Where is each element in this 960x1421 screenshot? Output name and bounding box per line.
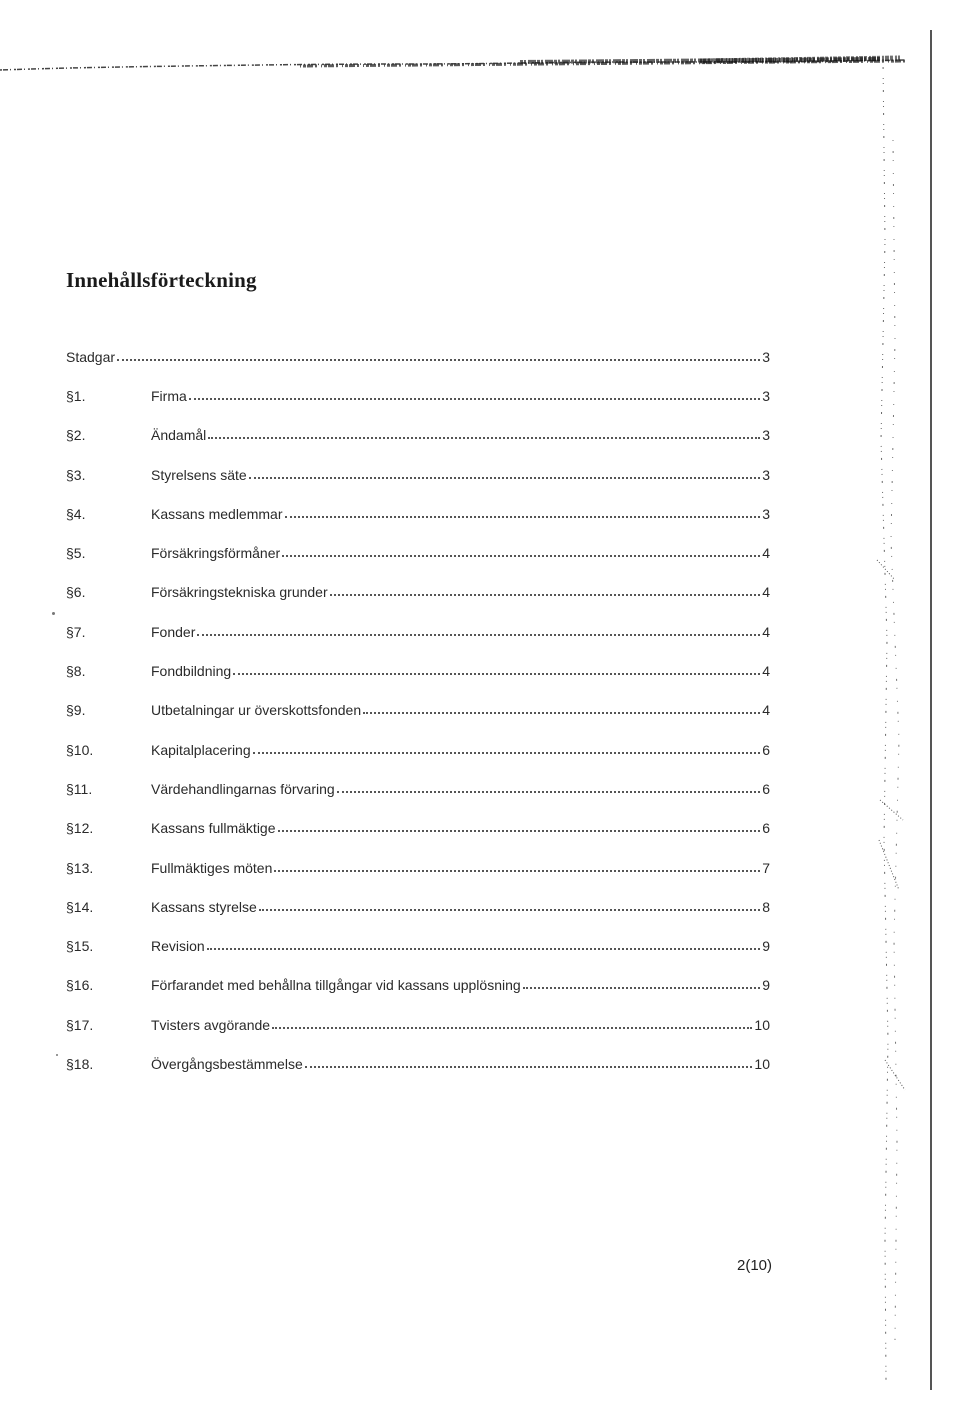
- toc-entry-label: Ändamål: [151, 427, 207, 444]
- toc-entry[interactable]: [66, 418, 770, 443]
- toc-entry-number: §15.: [66, 938, 94, 955]
- toc-entry-number: §12.: [66, 820, 94, 837]
- toc-leader-dots: [282, 554, 760, 557]
- toc-entry[interactable]: [66, 1047, 770, 1072]
- toc-entry-number: §1.: [66, 388, 86, 404]
- toc-entry-label: Övergångsbestämmelse: [151, 1056, 303, 1073]
- page-title: Innehållsförteckning: [66, 268, 257, 292]
- toc-entry-label: Försäkringsförmåner: [151, 545, 281, 562]
- toc-leader-dots: [285, 515, 761, 518]
- toc-entry-label: Fullmäktiges möten: [151, 859, 273, 876]
- toc-entry-page: 4: [762, 623, 770, 640]
- toc-entry-label: Revision: [151, 938, 205, 955]
- toc-entry[interactable]: [66, 890, 770, 915]
- toc-entry-label: Försäkringstekniska grunder: [151, 584, 328, 601]
- table-of-contents: [66, 338, 770, 1086]
- toc-entry-page: 4: [762, 663, 770, 680]
- toc-entry-page: 3: [762, 466, 770, 483]
- toc-entry-label: Tvisters avgörande: [151, 1016, 271, 1033]
- scan-speck: [52, 612, 55, 615]
- toc-entry[interactable]: [66, 654, 770, 679]
- scan-noise-right: [855, 40, 925, 1380]
- toc-entry-label: Fondbildning: [151, 663, 232, 680]
- toc-entry-number: §3.: [66, 466, 86, 483]
- toc-entry-page: 4: [762, 545, 770, 562]
- toc-leader-dots: [249, 476, 760, 479]
- toc-entry-page: 6: [762, 780, 770, 797]
- toc-entry-page: 3: [762, 388, 770, 404]
- toc-leader-dots: [272, 1026, 752, 1029]
- toc-entry-number: §4.: [66, 505, 86, 522]
- toc-entry-number: §18.: [66, 1056, 94, 1073]
- toc-entry-label: Styrelsens säte: [151, 466, 247, 483]
- toc-entry[interactable]: [66, 575, 770, 600]
- toc-entry-label: Stadgar: [66, 349, 116, 365]
- toc-entry-label: Utbetalningar ur överskottsfonden: [151, 702, 362, 719]
- toc-entry-page: 3: [762, 349, 770, 365]
- toc-entry-number: §2.: [66, 427, 86, 444]
- toc-entry-label: Fonder: [151, 623, 196, 640]
- toc-entry-page: 8: [762, 898, 770, 915]
- toc-entry[interactable]: [66, 733, 770, 758]
- toc-leader-dots: [305, 1065, 753, 1068]
- toc-entry-label: Kassans styrelse: [151, 898, 257, 915]
- toc-entry[interactable]: [66, 851, 770, 876]
- toc-entry-number: §6.: [66, 584, 86, 601]
- toc-entry-label: Kassans medlemmar: [151, 505, 283, 522]
- toc-entry-page: 10: [754, 1016, 770, 1033]
- toc-entry[interactable]: [66, 968, 770, 993]
- toc-entry[interactable]: [66, 615, 770, 640]
- toc-entry-page: 3: [762, 427, 770, 444]
- toc-entry-page: 3: [762, 505, 770, 522]
- toc-leader-dots: [259, 908, 760, 911]
- toc-entry-number: §8.: [66, 663, 86, 680]
- toc-leader-dots: [253, 751, 761, 754]
- toc-leader-dots: [278, 829, 761, 832]
- toc-entry-page: 4: [762, 702, 770, 719]
- toc-entry-number: §5.: [66, 545, 86, 562]
- toc-entry-number: §7.: [66, 623, 86, 640]
- toc-entry-label: Värdehandlingarnas förvaring: [151, 780, 335, 797]
- toc-leader-dots: [233, 672, 760, 675]
- toc-leader-dots: [207, 947, 761, 950]
- toc-entry-number: §9.: [66, 702, 86, 719]
- toc-leader-dots: [117, 358, 760, 361]
- toc-entry[interactable]: [66, 693, 770, 718]
- toc-entry[interactable]: [66, 811, 770, 836]
- toc-entry-number: §11.: [66, 780, 93, 797]
- toc-entry-page: 6: [762, 741, 770, 758]
- toc-leader-dots: [208, 436, 760, 439]
- scan-page-edge: [930, 30, 932, 1390]
- toc-entry-number: §14.: [66, 898, 94, 915]
- toc-leader-dots: [330, 593, 761, 596]
- toc-entry-number: §17.: [66, 1016, 94, 1033]
- toc-entry-page: 10: [754, 1056, 770, 1073]
- toc-entry-number: §10.: [66, 741, 94, 758]
- toc-entry[interactable]: [66, 1008, 770, 1033]
- scan-noise-top: [0, 48, 905, 78]
- toc-entry-number: §16.: [66, 977, 94, 994]
- toc-entry[interactable]: [66, 497, 770, 522]
- toc-entry-page: 4: [762, 584, 770, 601]
- toc-leader-dots: [274, 869, 760, 872]
- toc-entry[interactable]: [66, 929, 770, 954]
- toc-entry-label: Kapitalplacering: [151, 741, 251, 758]
- toc-entry[interactable]: [66, 536, 770, 561]
- toc-leader-dots: [197, 633, 760, 636]
- toc-entry-page: 9: [762, 938, 770, 955]
- toc-entry-label: Firma: [151, 388, 187, 404]
- toc-leader-dots: [523, 986, 761, 989]
- toc-entry-label: Kassans fullmäktige: [151, 820, 276, 837]
- toc-entry[interactable]: [66, 379, 770, 404]
- page-number: 2(10): [737, 1257, 773, 1274]
- toc-leader-dots: [363, 711, 760, 714]
- toc-entry[interactable]: [66, 458, 770, 483]
- toc-entry-page: 9: [762, 977, 770, 994]
- toc-entry[interactable]: [66, 772, 770, 797]
- toc-leader-dots: [337, 790, 761, 793]
- toc-entry-page: 7: [762, 859, 770, 876]
- toc-entry-page: 6: [762, 820, 770, 837]
- toc-preamble-entry[interactable]: [66, 338, 770, 365]
- toc-entry-number: §13.: [66, 859, 94, 876]
- toc-entry-label: Förfarandet med behållna tillgångar vid kassans upplösning: [151, 977, 521, 994]
- toc-leader-dots: [189, 397, 760, 400]
- scan-speck: [56, 1054, 58, 1056]
